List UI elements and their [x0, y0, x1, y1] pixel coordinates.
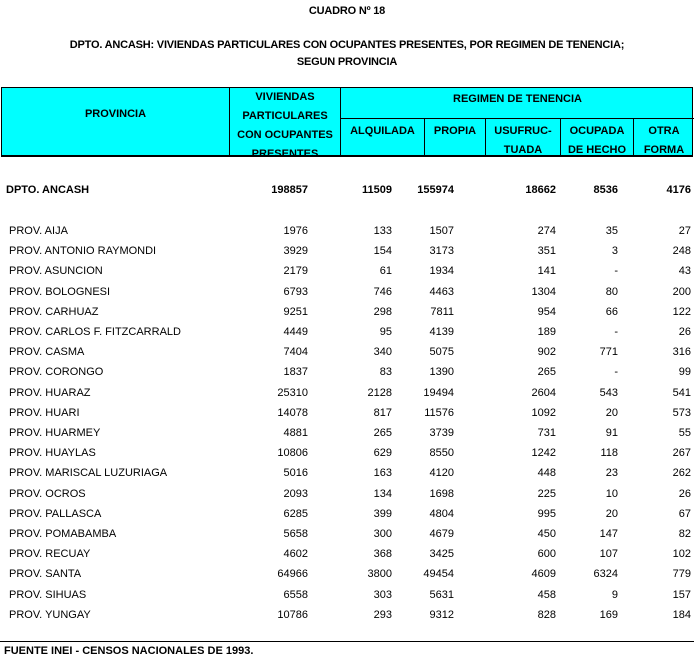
- cell-otra: 43: [678, 265, 691, 278]
- cell-usufructuada: 189: [537, 326, 556, 338]
- cell-viviendas: 5658: [283, 528, 308, 540]
- cell-propia: 4120: [429, 467, 454, 480]
- row-name: PROV. ASUNCION: [9, 265, 103, 278]
- cell-alquilada: 629: [373, 447, 392, 460]
- cell-usufructuada: 731: [537, 427, 556, 439]
- table-row: [0, 282, 694, 302]
- cell-otra: 55: [678, 427, 691, 439]
- cell-propia: 5075: [429, 346, 454, 359]
- cell-alquilada: 11509: [362, 184, 392, 196]
- cell-otra: 200: [672, 285, 691, 298]
- cell-usufructuada: 995: [537, 507, 556, 520]
- cell-alquilada: 2128: [367, 386, 392, 399]
- cell-propia: 1390: [429, 366, 454, 379]
- total-row: [0, 180, 694, 200]
- cell-propia: 9312: [429, 608, 454, 621]
- cell-propia: 1934: [429, 265, 454, 278]
- cell-usufructuada: 225: [537, 487, 556, 500]
- cell-otra: 67: [678, 507, 691, 520]
- cell-alquilada: 163: [373, 467, 392, 480]
- cell-propia: 49454: [423, 568, 454, 581]
- cell-ocupada: -: [614, 265, 618, 278]
- cell-viviendas: 64966: [277, 568, 308, 581]
- cell-viviendas: 25310: [277, 386, 308, 399]
- cell-propia: 7811: [430, 305, 454, 318]
- header-provincia: PROVINCIA: [84, 108, 147, 120]
- row-name: PROV. BOLOGNESI: [9, 285, 111, 298]
- cell-alquilada: 303: [373, 588, 392, 601]
- cell-usufructuada: 600: [537, 548, 556, 561]
- cell-ocupada: 35: [605, 225, 618, 237]
- cell-viviendas: 10806: [277, 447, 308, 460]
- cell-otra: 573: [672, 406, 691, 419]
- cell-propia: 4679: [429, 528, 454, 540]
- cell-ocupada: 20: [605, 507, 618, 520]
- table-number: CUADRO Nº 18: [308, 5, 386, 17]
- cell-otra: 267: [672, 447, 691, 460]
- cell-ocupada: 66: [605, 305, 618, 318]
- cell-viviendas: 14078: [277, 406, 308, 419]
- row-name: PROV. CARHUAZ: [9, 305, 99, 318]
- table-title: DPTO. ANCASH: VIVIENDAS PARTICULARES CON OCUPANTES PRESENTES, POR REGIMEN DE TENENCIA;: [69, 39, 625, 51]
- cell-usufructuada: 265: [537, 366, 556, 379]
- header-line: PROPIA: [433, 125, 477, 137]
- cell-propia: 19494: [423, 386, 454, 399]
- cell-ocupada: 20: [605, 406, 618, 419]
- row-name: PROV. POMABAMBA: [9, 528, 117, 540]
- row-name: PROV. ANTONIO RAYMONDI: [9, 245, 157, 258]
- cell-usufructuada: 1092: [531, 406, 556, 419]
- header-line: OTRA: [648, 125, 680, 137]
- header-line: DE HECHO: [567, 144, 627, 156]
- cell-viviendas: 198857: [271, 184, 308, 196]
- cell-propia: 4804: [429, 507, 454, 520]
- cell-ocupada: 23: [605, 467, 618, 480]
- row-name: PROV. CARLOS F. FITZCARRALD: [9, 326, 181, 338]
- cell-ocupada: 3: [611, 245, 618, 258]
- table-subtitle: SEGUN PROVINCIA: [296, 56, 398, 68]
- cell-ocupada: 118: [600, 447, 618, 460]
- header-propia: [425, 122, 485, 141]
- table-row: [0, 504, 694, 524]
- cell-otra: 184: [672, 608, 691, 621]
- cell-alquilada: 300: [373, 528, 392, 540]
- header-line: USUFRUC-: [494, 125, 552, 137]
- header-viviendas-line: PRESENTES: [251, 148, 319, 160]
- cell-viviendas: 4602: [283, 548, 308, 561]
- cell-otra: 157: [672, 588, 691, 601]
- cell-alquilada: 298: [373, 305, 392, 318]
- cell-viviendas: 6558: [283, 588, 308, 601]
- cell-usufructuada: 351: [537, 245, 556, 258]
- cell-propia: 11576: [424, 406, 454, 419]
- cell-otra: 4176: [666, 184, 691, 196]
- cell-propia: 155974: [417, 184, 454, 196]
- row-name: PROV. SANTA: [9, 568, 82, 581]
- header-viviendas-line: VIVIENDAS: [255, 91, 315, 103]
- table-row: [0, 342, 694, 362]
- header-viviendas: [230, 88, 340, 164]
- cell-usufructuada: 1304: [531, 285, 556, 298]
- row-name: PROV. HUARI: [9, 406, 80, 419]
- cell-usufructuada: 141: [537, 265, 556, 278]
- table-row: [0, 463, 694, 483]
- cell-alquilada: 368: [373, 548, 392, 561]
- table-row: [0, 241, 694, 261]
- table-row: [0, 261, 694, 281]
- cell-alquilada: 95: [379, 326, 392, 338]
- cell-propia: 3425: [429, 548, 454, 561]
- table-row: [0, 544, 694, 564]
- cell-viviendas: 9251: [283, 305, 308, 318]
- row-name: PROV. CORONGO: [9, 366, 104, 379]
- cell-ocupada: 147: [599, 528, 618, 540]
- row-name: PROV. HUARAZ: [9, 386, 91, 399]
- cell-alquilada: 83: [379, 366, 392, 379]
- header-viviendas-line: CON OCUPANTES: [237, 129, 333, 141]
- cell-usufructuada: 448: [537, 467, 556, 480]
- cell-propia: 3173: [429, 245, 454, 258]
- table-row: [0, 524, 694, 544]
- cell-otra: 316: [672, 346, 691, 359]
- cell-otra: 26: [678, 326, 691, 338]
- cell-ocupada: 6324: [593, 568, 618, 581]
- source-note: FUENTE INEI - CENSOS NACIONALES DE 1993.: [4, 645, 254, 657]
- cell-ocupada: 91: [605, 427, 618, 439]
- cell-viviendas: 4449: [283, 326, 308, 338]
- cell-ocupada: 9: [611, 588, 618, 601]
- cell-otra: 99: [678, 366, 691, 379]
- cell-usufructuada: 458: [537, 588, 556, 601]
- cell-ocupada: -: [614, 366, 618, 379]
- header-ocupada-de-hecho: [561, 122, 633, 160]
- cell-alquilada: 746: [373, 285, 392, 298]
- cell-alquilada: 817: [373, 406, 392, 419]
- cell-viviendas: 7404: [283, 346, 308, 359]
- cell-propia: 4139: [429, 326, 454, 338]
- row-name: PROV. AIJA: [9, 225, 68, 237]
- cell-ocupada: 107: [599, 548, 618, 561]
- cell-usufructuada: 954: [537, 305, 556, 318]
- cell-otra: 82: [678, 528, 691, 540]
- cell-ocupada: 80: [605, 285, 618, 298]
- cell-viviendas: 2179: [283, 265, 308, 278]
- header-line: TUADA: [503, 144, 543, 156]
- cell-viviendas: 3929: [283, 245, 308, 258]
- cell-usufructuada: 828: [537, 608, 556, 621]
- cell-usufructuada: 1242: [531, 447, 556, 460]
- cell-alquilada: 3800: [367, 568, 392, 581]
- cell-alquilada: 399: [373, 507, 392, 520]
- cell-otra: 262: [672, 467, 691, 480]
- cell-ocupada: 169: [599, 608, 618, 621]
- cell-usufructuada: 902: [537, 346, 556, 359]
- cell-viviendas: 4881: [283, 427, 308, 439]
- cell-alquilada: 293: [373, 608, 392, 621]
- header-usufructuada: [486, 122, 560, 160]
- row-name: PROV. HUARMEY: [9, 427, 101, 439]
- cell-alquilada: 133: [373, 225, 392, 237]
- row-name: PROV. YUNGAY: [9, 608, 91, 621]
- table-row: [0, 564, 694, 584]
- row-name: PROV. SIHUAS: [9, 588, 87, 601]
- cell-propia: 8550: [429, 447, 454, 460]
- cell-propia: 1698: [429, 487, 454, 500]
- cell-alquilada: 265: [373, 427, 392, 439]
- table-row: [0, 443, 694, 463]
- cell-ocupada: 543: [599, 386, 618, 399]
- cell-viviendas: 5016: [283, 467, 308, 480]
- table-row: [0, 221, 694, 241]
- cell-ocupada: -: [614, 326, 618, 338]
- row-name: PROV. CASMA: [9, 346, 85, 359]
- cell-ocupada: 8536: [593, 184, 618, 196]
- header-alquilada: [341, 122, 424, 141]
- cell-alquilada: 61: [379, 265, 392, 278]
- row-name: PROV. MARISCAL LUZURIAGA: [9, 467, 168, 480]
- footer-divider: [0, 641, 694, 642]
- cell-usufructuada: 450: [537, 528, 556, 540]
- cell-otra: 248: [672, 245, 691, 258]
- cell-viviendas: 6285: [283, 507, 308, 520]
- cell-otra: 27: [678, 225, 691, 237]
- table-row: [0, 302, 694, 322]
- cell-otra: 541: [672, 386, 691, 399]
- cell-otra: 102: [672, 548, 691, 561]
- cell-alquilada: 340: [373, 346, 392, 359]
- cell-propia: 5631: [429, 588, 454, 601]
- cell-propia: 4463: [429, 285, 454, 298]
- header-line: OCUPADA: [569, 125, 625, 137]
- table-row: [0, 383, 694, 403]
- cell-usufructuada: 18662: [525, 184, 556, 196]
- table-row: [0, 423, 694, 443]
- header-otra-forma: [634, 122, 694, 160]
- cell-viviendas: 2093: [283, 487, 308, 500]
- cell-otra: 26: [678, 487, 691, 500]
- table-row: [0, 403, 694, 423]
- cell-alquilada: 154: [373, 245, 392, 258]
- row-name: PROV. OCROS: [9, 487, 86, 500]
- cell-ocupada: 771: [599, 346, 618, 359]
- cell-viviendas: 10786: [277, 608, 308, 621]
- table-row: [0, 484, 694, 504]
- cell-viviendas: 6793: [283, 285, 308, 298]
- cell-propia: 3739: [429, 427, 454, 439]
- cell-usufructuada: 4609: [531, 568, 556, 581]
- divider: [340, 118, 694, 119]
- cell-viviendas: 1837: [283, 366, 308, 379]
- cell-alquilada: 134: [373, 487, 392, 500]
- header-regimen: REGIMEN DE TENENCIA: [453, 93, 582, 105]
- table-row: [0, 322, 694, 342]
- cell-propia: 1507: [429, 225, 454, 237]
- row-name: PROV. HUAYLAS: [9, 447, 96, 460]
- cell-ocupada: 10: [605, 487, 618, 500]
- header-line: FORMA: [643, 144, 685, 156]
- cell-usufructuada: 274: [537, 225, 556, 237]
- table-row: [0, 605, 694, 625]
- table-row: [0, 585, 694, 605]
- row-name: PROV. RECUAY: [9, 548, 91, 561]
- table-row: [0, 362, 694, 382]
- row-name: PROV. PALLASCA: [9, 507, 102, 520]
- cell-otra: 779: [672, 568, 691, 581]
- row-name: DPTO. ANCASH: [6, 184, 90, 196]
- header-line: ALQUILADA: [350, 125, 415, 137]
- cell-usufructuada: 2604: [531, 386, 556, 399]
- header-viviendas-line: PARTICULARES: [242, 110, 328, 122]
- cell-viviendas: 1976: [283, 225, 308, 237]
- table-header: [1, 87, 693, 160]
- cell-otra: 122: [672, 305, 691, 318]
